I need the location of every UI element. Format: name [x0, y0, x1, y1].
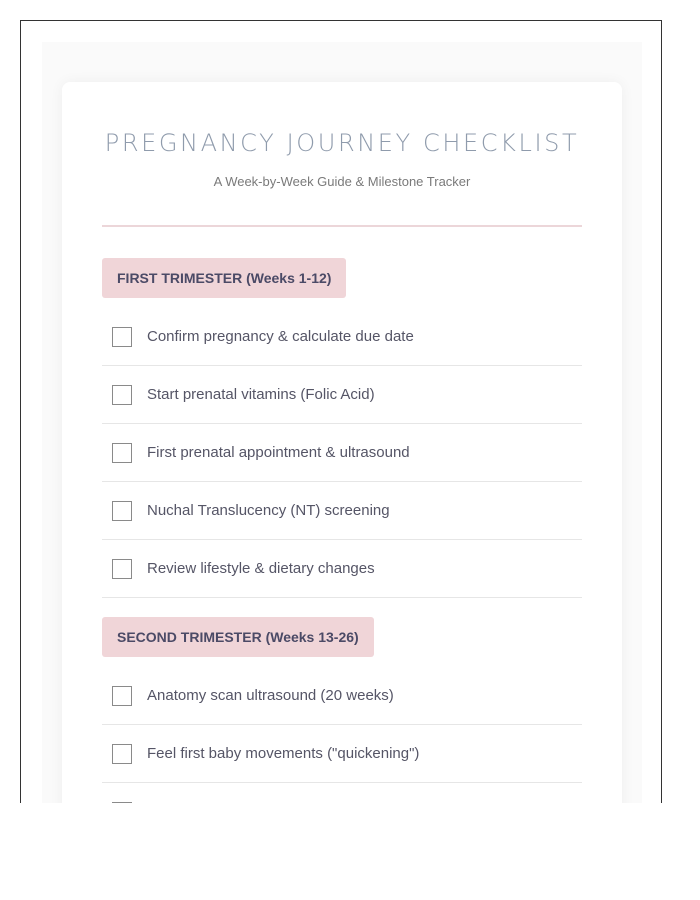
section-badge-second-trimester: SECOND TRIMESTER (Weeks 13-26)	[102, 617, 374, 657]
checklist-card	[62, 82, 622, 803]
checklist-header	[102, 82, 582, 227]
checkbox[interactable]	[112, 385, 132, 405]
checklist-item-label: Nuchal Translucency (NT) screening	[147, 502, 390, 519]
page-background	[42, 42, 642, 803]
checklist-item-label: Review lifestyle & dietary changes	[147, 560, 375, 577]
header-divider	[102, 225, 582, 227]
checklist-item[interactable]	[102, 424, 582, 482]
section-first-trimester	[102, 258, 582, 598]
checkbox[interactable]	[112, 686, 132, 706]
checkbox[interactable]	[112, 327, 132, 347]
checkbox[interactable]	[112, 443, 132, 463]
section-second-trimester	[102, 617, 582, 803]
checklist-item-label: First prenatal appointment & ultrasound	[147, 444, 410, 461]
checklist-item[interactable]	[102, 482, 582, 540]
checklist-item[interactable]	[102, 667, 582, 725]
section-badge-first-trimester: FIRST TRIMESTER (Weeks 1-12)	[102, 258, 346, 298]
checkbox[interactable]	[112, 559, 132, 579]
checklist-item[interactable]	[102, 540, 582, 598]
checkbox[interactable]	[112, 744, 132, 764]
checkbox[interactable]	[112, 501, 132, 521]
page-title: PREGNANCY JOURNEY CHECKLIST	[104, 129, 580, 157]
checklist-item-label: Start prenatal vitamins (Folic Acid)	[147, 386, 375, 403]
checklist-item-label: Confirm pregnancy & calculate due date	[147, 328, 414, 345]
checklist-item[interactable]	[102, 783, 582, 803]
checklist-item[interactable]	[102, 725, 582, 783]
checklist-item[interactable]	[102, 366, 582, 424]
checklist-item-label: Anatomy scan ultrasound (20 weeks)	[147, 687, 394, 704]
page-subtitle: A Week-by-Week Guide & Milestone Tracker	[213, 174, 471, 189]
checkbox[interactable]	[112, 802, 132, 804]
checklist-item-label: Feel first baby movements ("quickening")	[147, 745, 420, 762]
viewport-frame	[20, 20, 662, 803]
checklist-item[interactable]	[102, 308, 582, 366]
